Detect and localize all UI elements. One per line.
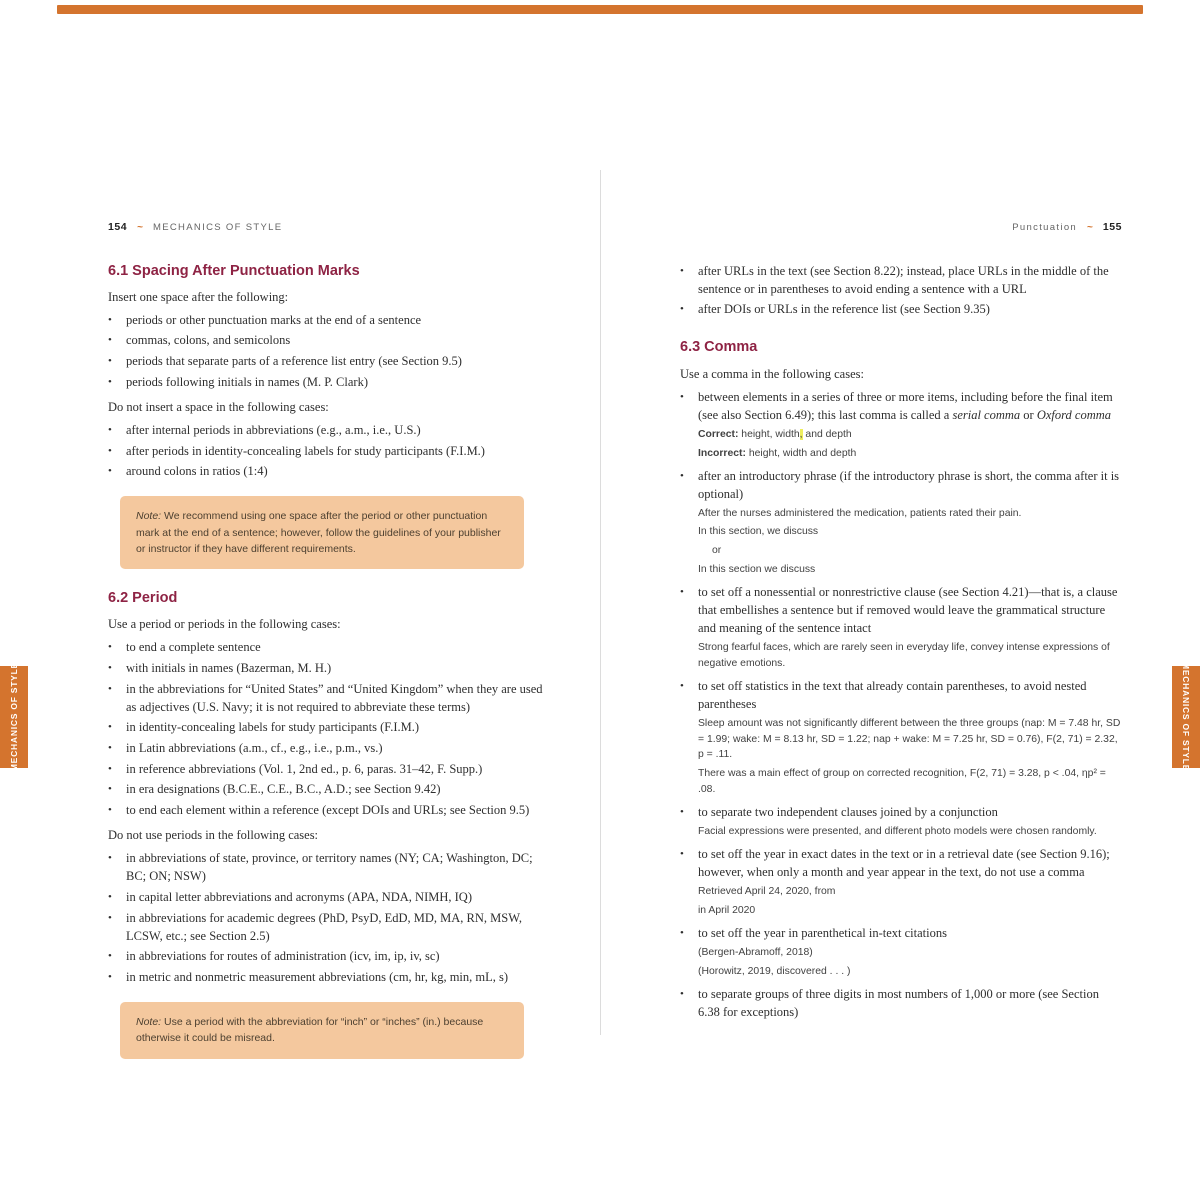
bullet-text-line [126,739,550,757]
bullet-text-line [698,985,1122,1021]
bullet-text [126,947,550,965]
bullet-text-line [698,583,1122,637]
bullet-item [680,388,1122,464]
bullet-text-line [126,331,550,349]
bullet-text [698,924,1122,982]
bullet-text-line [126,421,550,439]
bullet-item [108,801,550,819]
bullet-item [108,849,550,885]
bullet-text-line [126,311,550,329]
text-segment: after DOIs or URLs in the reference list (see Section 9.35) [698,302,990,317]
right-page-content [680,262,1122,1021]
example-line [698,766,1122,797]
bullet-item [108,968,550,986]
bullet-marker-icon: • [680,264,684,277]
text-segment: to set off statistics in the text that already contain parentheses, to avoid nested parentheses [698,678,1087,712]
bullet-text-line [698,803,1122,821]
bullet-marker-icon: • [108,313,112,326]
text-segment: in abbreviations of state, province, or territory names (NY; CA; Washington, DC; BC; ON; NSW) [126,851,533,884]
section-heading: 6.1 Spacing After Punctuation Marks [108,262,360,279]
header-ornament-icon: ~ [137,222,143,233]
bullet-text-line [698,300,1122,318]
text-segment: in identity-concealing labels for study participants (F.I.M.) [126,720,420,735]
text-segment: Incorrect: [698,447,746,459]
bullet-text-line [126,849,550,885]
bullet-item [680,583,1122,675]
bullet-text [126,680,550,716]
text-segment: or [1020,407,1037,422]
bullet-text-line [126,718,550,736]
example-line [698,716,1122,763]
page-top-edge-band [57,5,1143,14]
bullet-text-line [126,780,550,798]
bullet-item [108,373,550,391]
bullet-text [698,583,1122,675]
page-gutter-divider [600,170,601,1035]
bullet-item [680,803,1122,843]
bullet-item [108,947,550,965]
text-segment: In this section we discuss [698,563,816,575]
bullet-text-line [126,760,550,778]
bullet-marker-icon: • [680,585,684,598]
bullet-text [126,801,550,819]
chapter-thumb-tab-right [1172,662,1200,772]
text-segment: in metric and nonmetric measurement abbreviations (cm, hr, kg, min, mL, s) [126,970,509,985]
bullet-text [126,638,550,656]
bullet-text [126,331,550,349]
chapter-thumb-tab-left [0,662,28,772]
bullet-item [108,739,550,757]
bullet-marker-icon: • [108,375,112,388]
example-line [712,543,1122,559]
running-head-title: MECHANICS OF STYLE [152,222,283,233]
bullet-text [126,659,550,677]
bullet-marker-icon: • [108,641,112,654]
bullet-item [108,909,550,945]
section-heading: 6.2 Period [108,590,178,607]
bullet-text [126,462,550,480]
bullet-marker-icon: • [108,891,112,904]
bullet-item [680,677,1122,800]
bullet-text [698,388,1122,464]
bullet-marker-icon: • [680,679,684,692]
text-segment: serial comma [952,407,1021,422]
section-heading: 6.3 Comma [680,339,758,356]
bullet-text-line [126,638,550,656]
bullet-text [126,780,550,798]
text-segment: around colons in ratios (1:4) [126,464,268,479]
bullet-item [108,888,550,906]
bullet-text-line [126,801,550,819]
text-segment: after URLs in the text (see Section 8.22); instead, place URLs in the middle of the sentence or in parentheses to avoid ending a sentence with a URL [698,263,1109,296]
example-line [698,427,1122,443]
paragraph: Do not use periods in the following cases: [108,828,319,843]
bullet-marker-icon: • [108,911,112,924]
text-segment: to set off a nonessential or nonrestrictive clause (see Section 4.21)—that is, a clause that embellishes a sentence but if removed would leave the grammatical structure and meaning of the sentence intact [698,584,1118,636]
bullet-marker-icon: • [108,742,112,755]
header-ornament-icon: ~ [1087,222,1093,233]
bullet-text-line [698,262,1122,298]
bullet-text-line [126,680,550,716]
bullet-text [126,352,550,370]
bullet-marker-icon: • [108,721,112,734]
bullet-item [108,780,550,798]
example-line [698,903,1122,919]
bullet-marker-icon: • [108,950,112,963]
text-segment: to set off the year in parenthetical in-text citations [698,925,947,940]
text-segment: in era designations (B.C.E., C.E., B.C., A.D.; see Section 9.42) [126,782,441,797]
bullet-text [698,262,1122,298]
bullet-text-line [126,352,550,370]
page-number: 155 [1102,221,1122,233]
bullet-marker-icon: • [108,334,112,347]
text-segment: Correct: [698,428,739,440]
bullet-marker-icon: • [680,469,684,482]
text-segment: periods or other punctuation marks at the end of a sentence [126,312,422,327]
text-segment: periods following initials in names (M. P. Clark) [126,374,368,389]
bullet-marker-icon: • [108,762,112,775]
text-segment: and depth [802,428,852,440]
bullet-text-line [126,947,550,965]
bullet-text-line [698,924,1122,942]
bullet-text [126,442,550,460]
bullet-item [108,462,550,480]
bullet-text-line [126,909,550,945]
bullet-text [698,677,1122,800]
bullet-item [108,638,550,656]
bullet-marker-icon: • [680,926,684,939]
bullet-marker-icon: • [108,971,112,984]
text-segment: After the nurses administered the medication, patients rated their pain. [698,507,1022,519]
bullet-item [108,331,550,349]
left-page-content [108,262,550,1059]
example-line [698,446,1122,462]
chapter-tab-label: MECHANICS OF STYLE [9,662,19,772]
bullet-text-line [126,968,550,986]
bullet-text [126,968,550,986]
left-page [108,220,550,1075]
text-segment: to end a complete sentence [126,640,261,655]
bullet-marker-icon: • [680,805,684,818]
text-segment: after an introductory phrase (if the introductory phrase is short, the comma after it is optional) [698,468,1120,501]
text-segment: to separate groups of three digits in most numbers of 1,000 or more (see Section 6.38 for exceptions) [698,986,1099,1019]
bullet-item [108,718,550,736]
bullet-marker-icon: • [108,852,112,865]
bullet-text [698,985,1122,1021]
bullet-text [126,739,550,757]
paragraph: Use a period or periods in the following cases: [108,617,341,632]
example-line [698,964,1122,980]
text-segment: to set off the year in exact dates in the text or in a retrieval date (see Section 9.16); however, when only a month and year appear in the text, do not use a comma [698,846,1110,880]
bullet-text [698,467,1122,581]
text-segment: height, width and depth [745,447,857,459]
text-segment: Retrieved April 24, 2020, from [698,886,836,898]
text-segment: There was a main effect of group on corrected recognition, F(2, 71) = 3.28, p < .04, ηp² = .08. [698,767,1106,795]
text-segment: Use a period with the abbreviation for “inch” or “inches” (in.) because otherwise it could be misread. [136,1016,484,1045]
bullet-text-line [126,462,550,480]
bullet-marker-icon: • [108,662,112,675]
left-running-head [108,220,550,236]
bullet-item [108,421,550,439]
example-line [698,524,1122,540]
running-head-title: Punctuation [1012,222,1078,233]
bullet-marker-icon: • [108,465,112,478]
bullet-text-line [126,373,550,391]
text-segment: to end each element within a reference (except DOIs and URLs; see Section 9.5) [126,803,530,817]
text-segment: In this section, we discuss [698,526,819,538]
example-line [698,884,1122,900]
page-number: 154 [108,221,128,233]
bullet-text [126,760,550,778]
text-segment: in reference abbreviations (Vol. 1, 2nd ed., p. 6, paras. 31–42, F. Supp.) [126,761,483,776]
bullet-text-line [698,845,1122,881]
text-segment: Facial expressions were presented, and different photo models were chosen randomly. [698,825,1097,837]
bullet-text-line [698,388,1122,424]
text-segment: , [799,428,803,440]
bullet-item [108,352,550,370]
bullet-text [698,300,1122,318]
bullet-text [126,849,550,885]
bullet-text [698,845,1122,921]
example-line [698,640,1122,671]
chapter-tab-label: MECHANICS OF STYLE [1181,662,1191,772]
bullet-text [126,421,550,439]
bullet-item [108,311,550,329]
bullet-marker-icon: • [108,444,112,457]
bullet-marker-icon: • [680,987,684,1000]
paragraph: Use a comma in the following cases: [680,366,864,381]
text-segment: between elements in a series of three or more items, including before the final item (see also Section 6.49); this last comma is called a [698,389,1113,422]
text-segment: to separate two independent clauses joined by a conjunction [698,804,998,819]
bullet-item [680,845,1122,921]
bullet-marker-icon: • [108,804,112,816]
bullet-marker-icon: • [680,303,684,316]
text-segment: in capital letter abbreviations and acronyms (APA, NDA, NIMH, IQ) [126,890,472,905]
text-segment: in April 2020 [698,904,756,916]
bullet-item [680,467,1122,581]
bullet-text [126,373,550,391]
text-segment: Note: [136,1016,165,1029]
text-segment: in abbreviations for academic degrees (PhD, PsyD, EdD, MD, MA, RN, MSW, LCSW, etc.; see Section 2.5) [126,910,523,943]
text-segment: (Horowitz, 2019, discovered . . . ) [698,965,851,977]
bullet-item [108,680,550,716]
bullet-item [108,442,550,460]
example-line [698,506,1122,522]
text-segment: Strong fearful faces, which are rarely seen in everyday life, convey intense expressions of negative emotions. [698,642,1110,669]
bullet-item [680,300,1122,318]
note-box [120,496,524,569]
bullet-marker-icon: • [680,390,684,403]
text-segment: height, width [738,428,800,440]
text-segment: We recommend using one space after the period or other punctuation mark at the end of a sentence; however, follow the guidelines of your publisher or instructor if they have different requirements. [136,510,501,555]
text-segment: periods that separate parts of a reference list entry (see Section 9.5) [126,354,462,369]
text-segment: Sleep amount was not significantly different between the three groups (nap: M = 7.48 hr, SD = 1.99; wake: M = 8.13 hr, SD = 1.22; nap + wake: M = 7.25 hr, SD = 0.76), F(2, 71) = 2.32, p = .11. [698,718,1121,761]
bullet-text [126,718,550,736]
bullet-text-line [126,888,550,906]
paragraph: Do not insert a space in the following cases: [108,399,329,414]
text-segment: or [712,545,722,557]
bullet-item [680,985,1122,1021]
example-line [698,562,1122,578]
paragraph: Insert one space after the following: [108,289,289,304]
text-segment: with initials in names (Bazerman, M. H.) [126,661,332,676]
bullet-item [108,659,550,677]
bullet-text [126,311,550,329]
text-segment: commas, colons, and semicolons [126,333,291,348]
bullet-item [680,262,1122,298]
text-segment: Oxford comma [1036,407,1112,422]
right-running-head [680,220,1122,236]
text-segment: after internal periods in abbreviations (e.g., a.m., i.e., U.S.) [126,422,421,437]
text-segment: after periods in identity-concealing labels for study participants (F.I.M.) [126,443,485,458]
bullet-marker-icon: • [680,847,684,860]
bullet-text [126,888,550,906]
bullet-marker-icon: • [108,682,112,695]
note-box [120,1002,524,1059]
bullet-text-line [698,467,1122,503]
text-segment: (Bergen-Abramoff, 2018) [698,947,813,959]
bullet-marker-icon: • [108,423,112,436]
bullet-text [126,909,550,945]
text-segment: in Latin abbreviations (a.m., cf., e.g., i.e., p.m., vs.) [126,741,383,756]
bullet-text-line [698,677,1122,713]
bullet-item [108,760,550,778]
example-line [698,945,1122,961]
bullet-text-line [126,442,550,460]
bullet-marker-icon: • [108,355,112,368]
bullet-text [698,803,1122,843]
bullet-marker-icon: • [108,783,112,796]
text-segment: in abbreviations for routes of administration (icv, im, ip, iv, sc) [126,949,440,964]
bullet-text-line [126,659,550,677]
text-segment: Note: [136,510,165,523]
bullet-item [680,924,1122,982]
example-line [698,824,1122,840]
right-page [680,220,1122,1023]
text-segment: in the abbreviations for “United States” and “United Kingdom” when they are used as adjectives (U.S. Navy; it is not required to abbreviate these terms) [126,681,543,714]
